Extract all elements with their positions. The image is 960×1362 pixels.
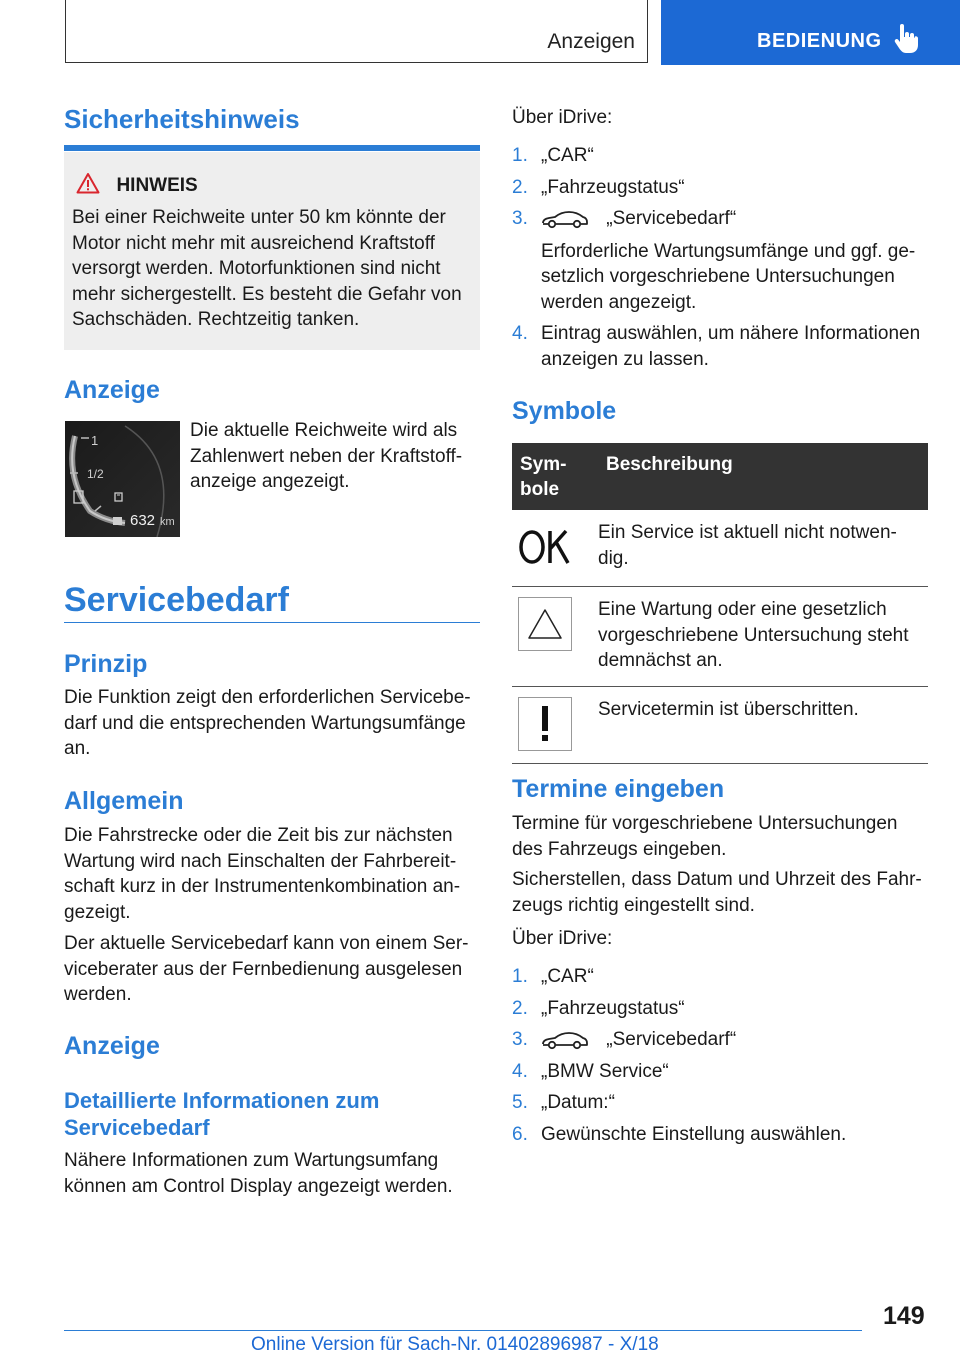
detail-line: Nähere Informationen zum Wartungsumfang (64, 1150, 439, 1171)
step-number: 2. (512, 176, 528, 198)
step-text: anzeigen zu lassen. (541, 348, 709, 370)
detail-heading-line: Detaillierte Informationen zum (64, 1088, 380, 1113)
exclamation-icon (518, 697, 572, 751)
dates-heading: Termine eingeben (512, 775, 725, 803)
table-cell-description (598, 686, 928, 763)
display-line: Die aktuelle Reichweite wird als (190, 420, 458, 441)
notice-box (64, 152, 480, 350)
safety-heading-rule (64, 145, 480, 151)
notice-line: Bei einer Reichweite unter 50 km könnte der (72, 207, 446, 228)
step-subtext-line: werden angezeigt. (541, 291, 697, 313)
list-item (512, 964, 932, 990)
dates-paragraph-2 (512, 867, 932, 918)
general-line: schaft kurz in der Instrumentenkombination an- (64, 876, 461, 897)
step-text: „Servicebedarf“ (606, 1029, 737, 1050)
list-item (512, 321, 932, 372)
header-section-title: Anzeigen (547, 30, 635, 53)
general-paragraph-2 (64, 931, 484, 1008)
idrive-intro: Über iDrive: (512, 107, 613, 128)
dates-line: des Fahrzeugs eingeben. (512, 838, 727, 860)
dates-steps-list (512, 964, 932, 1153)
table-cell-line: Eine Wartung oder eine gesetzlich (598, 599, 887, 620)
notice-label: HINWEIS (116, 175, 198, 196)
detail-heading (64, 1087, 379, 1141)
dates-line: zeugs richtig eingestellt sind. (512, 894, 755, 916)
step-text: „Fahrzeugstatus“ (541, 997, 685, 1019)
notice-text (72, 205, 476, 333)
gauge-half-mark: 1/2 (87, 467, 104, 481)
dates-paragraph-1 (512, 811, 932, 862)
step-number: 2. (512, 997, 528, 1019)
step-text: „CAR“ (541, 145, 594, 166)
step-subtext-line: setzlich vorgeschriebene Untersuchungen (541, 266, 895, 287)
step-number: 5. (512, 1092, 528, 1113)
step-number: 4. (512, 1060, 528, 1082)
table-row (512, 510, 928, 587)
detail-heading-line: Servicebedarf (64, 1115, 210, 1140)
step-text: „BMW Service“ (541, 1060, 669, 1082)
display-text (190, 418, 480, 495)
display-line: anzeige angezeigt. (190, 471, 350, 492)
list-item (512, 1027, 932, 1053)
table-cell-line: demnächst an. (598, 650, 723, 671)
ok-icon (518, 520, 572, 574)
symbols-heading: Symbole (512, 397, 617, 425)
step-text: „Servicebedarf“ (606, 208, 737, 229)
general-line: Die Fahrstrecke oder die Zeit bis zur nächsten (64, 825, 453, 846)
display-heading: Anzeige (64, 376, 160, 404)
principle-heading: Prinzip (64, 650, 148, 678)
table-cell-description (598, 510, 928, 587)
notice-header (76, 172, 198, 197)
display2-heading: Anzeige (64, 1032, 160, 1060)
general-heading: Allgemein (64, 787, 184, 815)
page-number: 149 (883, 1302, 925, 1330)
gauge-full-mark: 1 (91, 433, 99, 448)
step-number: 1. (512, 145, 528, 166)
step-subtext (541, 239, 932, 316)
principle-text (64, 685, 484, 762)
table-cell-line: Ein Service ist aktuell nicht notwen- (598, 522, 897, 543)
step-text: Gewünschte Einstellung auswählen. (541, 1123, 847, 1145)
list-item (512, 1122, 932, 1148)
fuel-gauge-image (65, 421, 180, 537)
list-item (512, 206, 932, 315)
table-cell-symbol (512, 686, 598, 763)
notice-line: mehr sichergestellt. Es besteht die Gefahr von (72, 283, 462, 305)
table-cell-symbol (512, 510, 598, 587)
table-header-description: Beschreibung (598, 443, 928, 510)
principle-line: an. (64, 738, 91, 759)
table-cell-line: dig. (598, 547, 629, 569)
safety-heading: Sicherheitshinweis (64, 104, 300, 134)
table-header-line: bole (520, 479, 560, 500)
general-line: werden. (64, 984, 132, 1005)
general-line: Der aktuelle Servicebedarf kann von einem Ser- (64, 933, 469, 954)
gauge-range-unit: km (160, 516, 175, 528)
step-text: „Datum:“ (541, 1092, 615, 1113)
list-item (512, 996, 932, 1022)
header-chapter-title: BEDIENUNG (757, 30, 882, 52)
step-number: 4. (512, 323, 528, 344)
car-icon (541, 209, 589, 229)
detail-line: können am Control Display angezeigt werden. (64, 1175, 453, 1197)
list-item (512, 175, 932, 201)
table-cell-line: Servicetermin ist überschritten. (598, 698, 859, 720)
idrive-steps-list (512, 143, 932, 378)
dates-line: Termine für vorgeschriebene Untersuchungen (512, 813, 898, 834)
service-heading: Servicebedarf (64, 581, 289, 619)
general-line: Wartung wird nach Einschalten der Fahrbereit- (64, 850, 457, 872)
table-header-symbols (512, 443, 598, 510)
gauge-range-value: 632 (130, 512, 156, 529)
step-text: „CAR“ (541, 966, 594, 987)
car-icon (541, 1030, 589, 1050)
table-row (512, 587, 928, 687)
list-item (512, 1059, 932, 1085)
step-text: Eintrag auswählen, um nähere Informationen (541, 323, 921, 344)
footer-online-version: Online Version für Sach-Nr. 01402896987 - X/18 (251, 1334, 659, 1355)
symbols-table (512, 443, 928, 764)
principle-line: Die Funktion zeigt den erforderlichen Servicebe- (64, 687, 471, 708)
list-item (512, 1090, 932, 1116)
table-cell-description (598, 587, 928, 687)
step-number: 6. (512, 1123, 528, 1145)
step-number: 3. (512, 208, 528, 229)
hand-pointer-icon (893, 24, 919, 54)
list-item (512, 143, 932, 169)
table-cell-symbol (512, 587, 598, 687)
step-text: „Fahrzeugstatus“ (541, 176, 685, 198)
header-chapter-tab (661, 0, 960, 65)
table-header-line: Sym- (520, 454, 567, 475)
service-heading-rule (64, 622, 480, 623)
general-line: viceberater aus der Fernbedienung ausgelesen (64, 958, 463, 980)
detail-text (64, 1148, 484, 1199)
notice-line: Motor nicht mehr mit ausreichend Kraftstoff (72, 232, 435, 254)
notice-line: Sachschäden. Rechtzeitig tanken. (72, 309, 360, 330)
warning-triangle-icon (76, 172, 100, 194)
warning-triangle-icon (518, 597, 572, 651)
step-number: 1. (512, 966, 528, 987)
table-header-row (512, 443, 928, 510)
display-line: Zahlenwert neben der Kraftstoff- (190, 445, 463, 467)
table-row (512, 686, 928, 763)
idrive-intro-2: Über iDrive: (512, 928, 613, 949)
step-number: 3. (512, 1029, 528, 1050)
principle-line: darf und die entsprechenden Wartungsumfänge (64, 712, 466, 734)
footer-rule (64, 1330, 862, 1331)
general-line: gezeigt. (64, 901, 131, 923)
step-subtext-line: Erforderliche Wartungsumfänge und ggf. ge- (541, 240, 916, 262)
notice-line: versorgt werden. Motorfunktionen sind nicht (72, 258, 441, 279)
table-cell-line: vorgeschriebene Untersuchung steht (598, 624, 909, 646)
dates-line: Sicherstellen, dass Datum und Uhrzeit des Fahr- (512, 869, 922, 890)
general-paragraph-1 (64, 823, 484, 925)
